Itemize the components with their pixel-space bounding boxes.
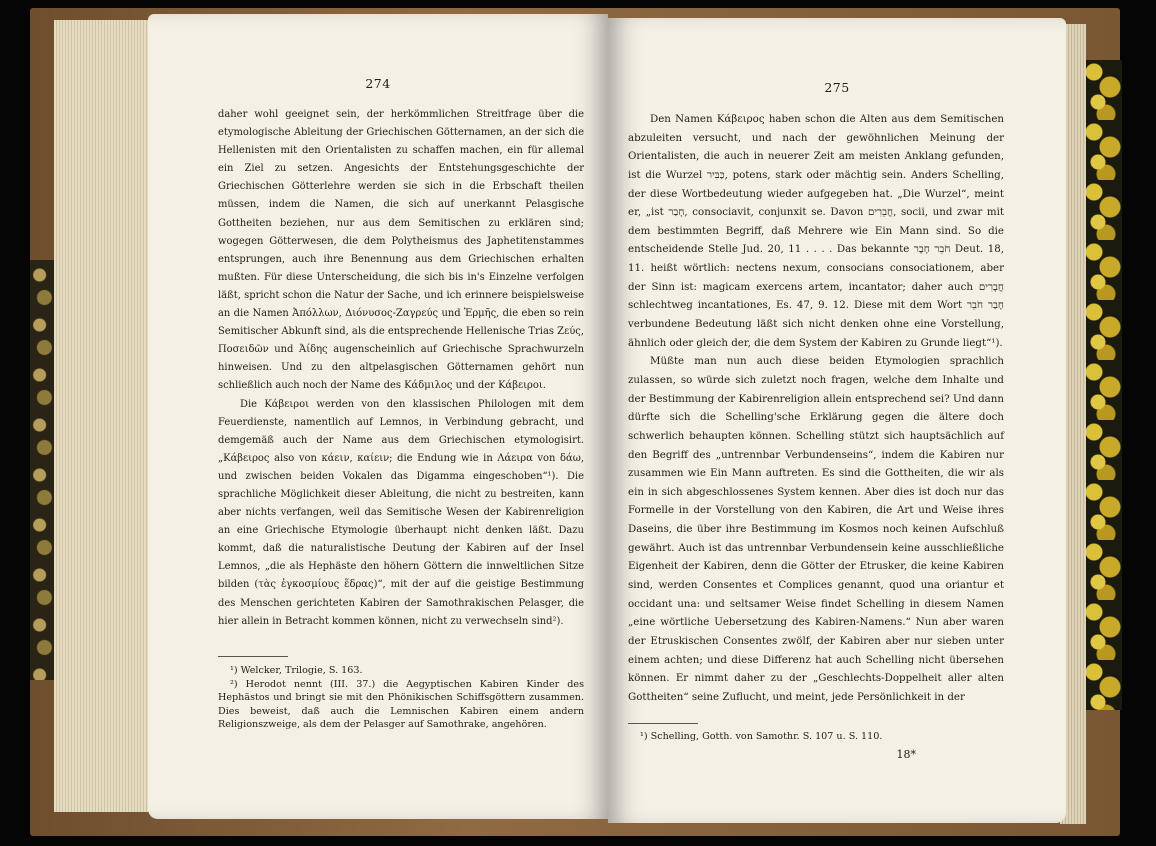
footnote-rule — [628, 723, 698, 724]
paragraph: Die Κάβειροι werden von den klassischen Philologen mit dem Feuerdienste, namentlich auf Lemnos, in Verbindung gebracht, und demgemäß auch der Name aus dem Griechischen etymologisirt. „Κάβειρος also von κάειν, καίειν; die Endung wie in Λάειρα von δάω, und zwischen beiden Vokalen das Digamma eingeschoben“¹). Die sprachliche Möglichkeit dieser Ableitung, die nicht zu bestreiten, kann aber nichts verfangen, weil das Semitische Wesen der Kabirenreligion an eine Griechische Etymologie überhaupt nicht denken läßt. Dazu kommt, daß die naturalistische Deutung der Kabiren auf der Insel Lemnos, „die als Hephäste den höhern Göttern die innweltlichen Sitze bilden (τὰς ἐγκοσμίους ἕδρας)“, mit der auf die geistige Bestimmung des Menschen gerichteten Kabiren der Samothrakischen Pelasger, die hier allein in Betracht kommen können, nicht zu verwechseln sind²). — [218, 398, 584, 627]
footnotes — [218, 664, 584, 732]
left-page — [148, 14, 608, 819]
page-edges-left — [54, 20, 150, 812]
right-page — [608, 18, 1066, 823]
paragraph: Den Namen Κάβειρος haben schon die Alten aus dem Semitischen abzuleiten versucht, und nach der gewöhnlichen Meinung der Orientalisten, die auch in neuerer Zeit am meisten Anklang gefunden, ist die Wurzel כַּבִּיר, potens, stark oder mächtig sein. Anders Schelling, der diese Wortbedeutung wieder aufgegeben hat. „Die Wurzel“, meint er, „ist חָבַר, consociavit, conjunxit se. Davon חֲבֵרִים, socii, und zwar mit dem bestimmten Begriff, daß Mehrere wie Ein Mann sind. So die entscheidende Stelle Jud. 20, 11 . . . . Das bekannte חֹבֵר חָבֶר Deut. 18, 11. heißt wörtlich: nectens nexum, consocians consociationem, aber der Sinn ist: magicam exercens artem, incantator; daher auch חֲבָרִים schlechtweg incantationes, Es. 47, 9. 12. Diese mit dem Wort חָבַר חֹבֵר verbundene Bedeutung läßt sich nicht denken ohne eine Vorstellung, ähnlich oder gleich der, die dem System der Kabiren zu Grunde liegt“¹). — [628, 113, 1005, 349]
page-body — [218, 106, 584, 631]
footnote: ²) Herodot nennt (III. 37.) die Aegyptischen Kabiren Kinder des Hephästos und bringt sie mit den Phönikischen Schiffsgöttern zusammen. Dies beweist, daß auch die Lemnischen Kabiren einem andern Religionszweige, als dem der Pelasger auf Samothrake, angehören. — [218, 678, 584, 731]
footnote: ¹) Welcker, Trilogie, S. 163. — [230, 665, 363, 676]
page-body — [628, 110, 1004, 707]
page-number: 274 — [365, 76, 391, 91]
paragraph: Müßte man nun auch diese beiden Etymologien sprachlich zulassen, so würde sich zuletzt noch fragen, welche dem Inhalte und der Bestimmung der Kabirenreligion allein entsprechend sei? Und dann dürfte sich die Schelling'sche Erklärung gegen die ältere doch schwerlich behaupten können. Schelling stützt sich hauptsächlich auf den Begriff des „untrennbar Verbundenseins“, indem die Kabiren nur zusammen wie Ein Mann auftreten. Es sind die Gottheiten, die wir als ein in sich abgeschlossenes System kennen. Aber dies ist doch nur das Formelle in der Vorstellung von den Kabiren, die Art und Weise ihres Daseins, die über ihre Bestimmung im Kosmos noch keinen Aufschluß gewährt. Auch ist das untrennbar Verbundensein keine ausschließliche Eigenheit der Kabiren, denn die Götter der Etrusker, die keine Kabiren sind, werden Consentes et Complices genannt, quod una oriantur et occidant una: und seltsamer Weise findet Schelling in diesem Namen „eine wörtliche Uebersetzung des Kabiren-Namens.“ Nun aber waren der Etruskischen Consentes zwölf, der Kabiren aber nur sieben unter einem achten; und diese Differenz hat auch Schelling nicht übersehen können. Er nimmt daher zu der „Geschlechts-Doppelheit aller alten Gottheiten“ seine Zuflucht, und meint, jede Persönlichkeit in der — [628, 355, 1004, 703]
signature-mark: 18* — [896, 748, 916, 761]
page-number: 275 — [824, 80, 850, 95]
paragraph: daher wohl geeignet sein, der herkömmlichen Streitfrage über die etymologische Ableitung der Griechischen Götternamen, an der sich die Hellenisten mit den Orientalisten zu schaffen machen, ein für allemal ein Ziel zu setzen. Angesichts der Entstehungsgeschichte der Griechischen Götterlehre werden sie sich in die Erbschaft theilen müssen, indem die Namen, die sich auf unerkannt Pelasgische Gottheiten beziehen, nur aus dem Semitischen zu erklären sind; wogegen Götterwesen, die dem Polytheismus des Japhetitenstammes entsprungen, auch ihre Benennung aus dem Griechischen erhalten mußten. Für diese Unterscheidung, die sich bis in's Einzelne verfolgen läßt, spricht schon die Natur der Sache, und ich erinnere beispielsweise an die Namen Ἀπόλλων, Διόνυσος-Ζαγρεύς und Ἑρμῆς, die eben so rein Semitischer Abkunft sind, als die entsprechende Hellenische Trias Ζεύς, Ποσειδῶν und Ἀίδης augenscheinlich auf Griechische Sprachwurzeln hinweisen. Und zu den altpelasgischen Götternamen gehört nun schließlich auch noch der Name des Κάδμιλος und der Κάβειροι. — [218, 109, 584, 392]
footnotes — [628, 730, 1004, 744]
marbled-board-left — [30, 260, 54, 680]
marbled-board-right — [1082, 60, 1122, 710]
footnote-rule — [218, 656, 288, 657]
footnote: ¹) Schelling, Gotth. von Samothr. S. 107 u. S. 110. — [640, 731, 883, 742]
